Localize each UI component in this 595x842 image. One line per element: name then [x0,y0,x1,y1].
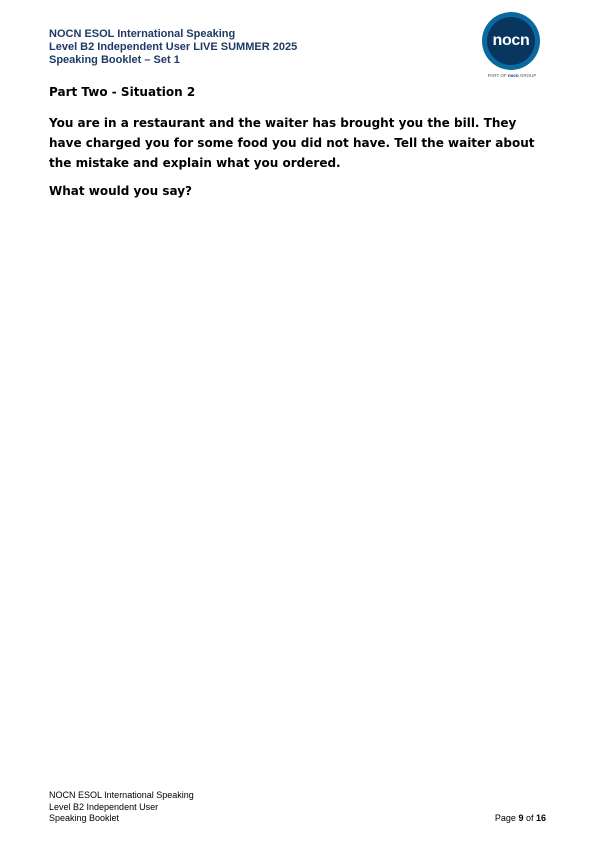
question-prompt: What would you say? [49,184,192,198]
logo-wordmark: nocn [492,32,530,49]
page-total: 16 [535,813,546,823]
part-title: Part Two - Situation 2 [49,85,196,99]
footer-info [49,790,194,825]
header-title-line-3: Speaking Booklet – Set 1 [49,54,180,66]
page-label: Page [494,813,519,823]
logo-outer-circle [482,12,540,70]
footer-line-3: Speaking Booklet [49,813,120,823]
logo-group-tagline [480,73,544,78]
page-number [470,813,546,825]
logo-tagline-prefix: PART OF [487,73,508,78]
page-current: 9 [518,813,524,823]
logo-inner-circle [487,17,535,65]
nocn-logo [480,12,544,82]
footer-line-2: Level B2 Independent User [49,801,159,812]
logo-tagline-brand: nocn [507,73,519,78]
logo-tagline-suffix: GROUP [518,73,537,78]
page-of: of [523,813,536,823]
situation-text: You are in a restaurant and the waiter has brought you the bill. They have charged you for some food you did not have. Tell the waiter about the mistake and explain what you ordered. [49,116,535,170]
header-title-line-2: Level B2 Independent User LIVE SUMMER 2025 [49,41,298,53]
document-header [49,28,429,67]
header-title-line-1: NOCN ESOL International Speaking [49,28,236,40]
footer-line-1: NOCN ESOL International Speaking [49,790,194,800]
